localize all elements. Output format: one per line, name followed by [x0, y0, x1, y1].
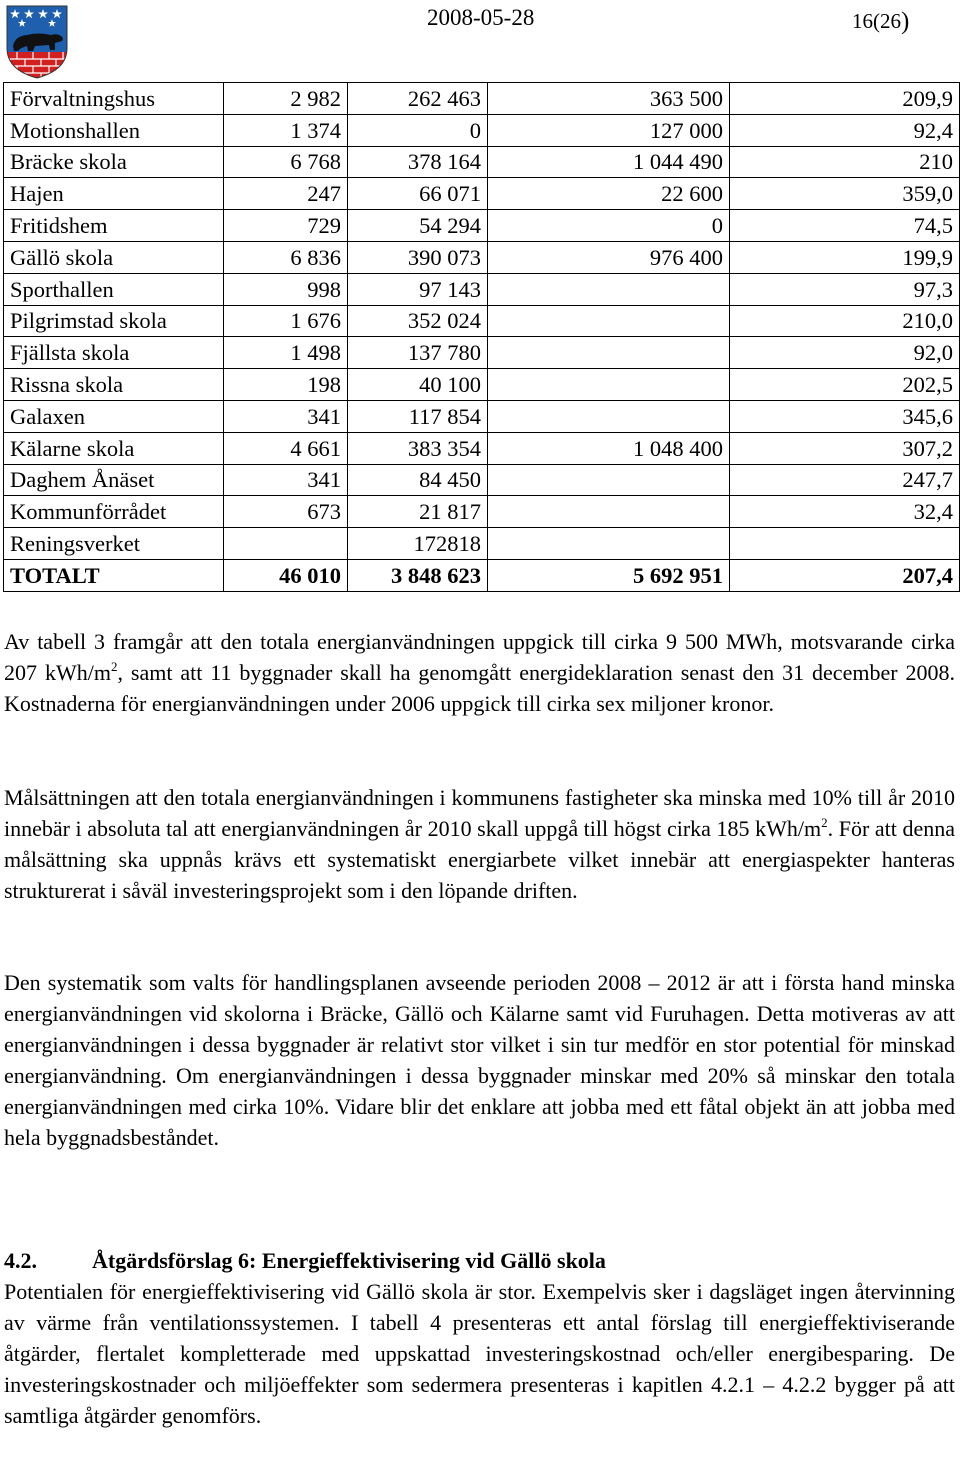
table-row [4, 337, 960, 369]
page-number [852, 7, 909, 35]
paragraph-gallo-potential: Potentialen för energieffektivisering vid Gällö skola är stor. Exempelvis sker i dagsläget ingen återvinning av värme från ventilationssystemen. I tabell 4 presenteras ett antal förslag till energieffektiviserande åtgärder, flertalet kompletterade med uppskattad investeringskostnad och/eller energibesparing. De investeringskostnader och miljöeffekter som sedermera presenteras i kapitlen 4.2.1 – 4.2.2 bygger på att samtliga åtgärder genomförs. [4, 1279, 955, 1428]
table-cell-value [488, 369, 730, 401]
table-row [4, 178, 960, 210]
table-cell-value: 32,4 [730, 496, 960, 528]
table-cell-building: Kälarne skola [4, 432, 224, 464]
table-cell-value: 22 600 [488, 178, 730, 210]
table-cell-value: 6 768 [224, 146, 348, 178]
table-cell-building: Motionshallen [4, 114, 224, 146]
table-cell-value: 976 400 [488, 241, 730, 273]
table-cell-value [488, 305, 730, 337]
table-cell-value: 97,3 [730, 273, 960, 305]
table-cell-building: Reningsverket [4, 528, 224, 560]
table-cell-value: 198 [224, 369, 348, 401]
table-cell-value [488, 496, 730, 528]
page-total: 26 [880, 9, 901, 33]
municipality-coat-of-arms-logo [5, 4, 69, 80]
table-cell-building: Fjällsta skola [4, 337, 224, 369]
table-cell-value: 6 836 [224, 241, 348, 273]
table-cell-value [488, 464, 730, 496]
section-number: 4.2. [4, 1248, 37, 1273]
energy-use-table [3, 82, 960, 592]
table-row [4, 528, 960, 560]
table-row [4, 210, 960, 242]
table-cell-value: 0 [488, 210, 730, 242]
table-cell-value: 74,5 [730, 210, 960, 242]
table-cell-value: 127 000 [488, 114, 730, 146]
table-cell-building: Kommunförrådet [4, 496, 224, 528]
table-row [4, 432, 960, 464]
table-cell-value [488, 528, 730, 560]
table-cell-building: Galaxen [4, 400, 224, 432]
table-cell-value: 202,5 [730, 369, 960, 401]
table-cell-value: 172818 [348, 528, 488, 560]
table-cell-value: 137 780 [348, 337, 488, 369]
table-cell-value: 2 982 [224, 83, 348, 115]
table-cell-value: 207,4 [730, 559, 960, 591]
table-cell-value: 97 143 [348, 273, 488, 305]
table-cell-value: 5 692 951 [488, 559, 730, 591]
section-title: Åtgärdsförslag 6: Energieffektivisering vid Gällö skola [92, 1248, 606, 1273]
table-cell-value: 3 848 623 [348, 559, 488, 591]
table-cell-building: Sporthallen [4, 273, 224, 305]
page-total-wrap: (26) [873, 8, 910, 35]
table-cell-value: 998 [224, 273, 348, 305]
p2-text-b: . För att denna målsättning ska uppnås krävs ett systematiskt energiarbete vilket innebär att energiaspekter hanteras strukturerat i såväl investeringsprojekt som i den löpande driften. [4, 816, 955, 903]
table-row [4, 273, 960, 305]
table-cell-value: 307,2 [730, 432, 960, 464]
table-row [4, 369, 960, 401]
table-cell-value [488, 337, 730, 369]
table-cell-value [730, 528, 960, 560]
table-cell-value: 378 164 [348, 146, 488, 178]
paragraph-energy-summary [4, 626, 955, 719]
table-cell-building: Förvaltningshus [4, 83, 224, 115]
table-row [4, 464, 960, 496]
table-cell-value: 84 450 [348, 464, 488, 496]
table-cell-value: 341 [224, 400, 348, 432]
p1-text-b: , samt att 11 byggnader skall ha genomgått energideklaration senast den 31 december 2008. Kostnaderna för energianvändningen under 2006 uppgick till cirka sex miljoner kronor. [4, 660, 955, 716]
table-cell-building: Fritidshem [4, 210, 224, 242]
table-cell-value: 345,6 [730, 400, 960, 432]
table-cell-value: 1 374 [224, 114, 348, 146]
section-heading [4, 1245, 955, 1276]
table-cell-value: 210,0 [730, 305, 960, 337]
table-cell-value: 40 100 [348, 369, 488, 401]
table-cell-value: 729 [224, 210, 348, 242]
table-total-row [4, 559, 960, 591]
table-cell-value: 390 073 [348, 241, 488, 273]
table-cell-value: 673 [224, 496, 348, 528]
table-cell-value: 383 354 [348, 432, 488, 464]
table-cell-building: Gällö skola [4, 241, 224, 273]
table-cell-value: 341 [224, 464, 348, 496]
table-cell-value: 117 854 [348, 400, 488, 432]
table-cell-value: 92,4 [730, 114, 960, 146]
table-cell-value: 247,7 [730, 464, 960, 496]
table-cell-value: 0 [348, 114, 488, 146]
table-row [4, 241, 960, 273]
table-cell-value: 1 498 [224, 337, 348, 369]
table-cell-building: Bräcke skola [4, 146, 224, 178]
table-cell-building: Rissna skola [4, 369, 224, 401]
header-date: 2008-05-28 [427, 5, 535, 30]
table-cell-value: 359,0 [730, 178, 960, 210]
table-cell-value: 363 500 [488, 83, 730, 115]
paragraph-systematics: Den systematik som valts för handlingsplanen avseende perioden 2008 – 2012 är att i första hand minska energianvändningen vid skolorna i Bräcke, Gällö och Kälarne samt vid Furuhagen. Detta motiveras av att energianvändningen i dessa byggnader är relativt stor vilket i sin tur medför en stor potential för minskad energianvändning. Om energianvändningen i dessa byggnader minskar med 20% så minskar den totala energianvändningen med cirka 10%. Vidare blir det enklare att jobba med ett fåtal objekt än att jobba med hela byggnadsbeståndet. [4, 970, 955, 1150]
table-row [4, 305, 960, 337]
p2-text-a: Målsättningen att den totala energianvändningen i kommunens fastigheter ska minska med 10% till år 2010 innebär i absoluta tal att energianvändningen år 2010 skall uppgå till högst cirka 185 kWh/m [4, 785, 955, 841]
table-cell-value: 92,0 [730, 337, 960, 369]
table-cell-value: 1 044 490 [488, 146, 730, 178]
table-cell-value: 54 294 [348, 210, 488, 242]
table-row [4, 146, 960, 178]
table-row [4, 400, 960, 432]
table-cell-value: 1 676 [224, 305, 348, 337]
table-cell-building: Daghem Ånäset [4, 464, 224, 496]
table-cell-value: 262 463 [348, 83, 488, 115]
table-cell-value [488, 273, 730, 305]
p2-superscript: 2 [821, 815, 828, 830]
table-cell-value: 21 817 [348, 496, 488, 528]
table-cell-value: 210 [730, 146, 960, 178]
table-cell-value: 4 661 [224, 432, 348, 464]
table-cell-value: 209,9 [730, 83, 960, 115]
table-cell-value [224, 528, 348, 560]
table-cell-value [488, 400, 730, 432]
table-row [4, 83, 960, 115]
table-cell-value: 66 071 [348, 178, 488, 210]
page-current: 16 [852, 9, 873, 33]
table-cell-value: 46 010 [224, 559, 348, 591]
paragraph-target [4, 782, 955, 906]
table-cell-building: Hajen [4, 178, 224, 210]
table-cell-building: TOTALT [4, 559, 224, 591]
table-row [4, 114, 960, 146]
table-cell-value: 1 048 400 [488, 432, 730, 464]
table-cell-building: Pilgrimstad skola [4, 305, 224, 337]
table-row [4, 496, 960, 528]
p1-superscript: 2 [110, 659, 118, 674]
table-cell-value: 352 024 [348, 305, 488, 337]
table-cell-value: 247 [224, 178, 348, 210]
table-cell-value: 199,9 [730, 241, 960, 273]
table-body [4, 83, 960, 592]
p1-text-a: Av tabell 3 framgår att den totala energianvändningen uppgick till cirka 9 500 MWh, motsvarande cirka 207 kWh/m [4, 629, 955, 685]
